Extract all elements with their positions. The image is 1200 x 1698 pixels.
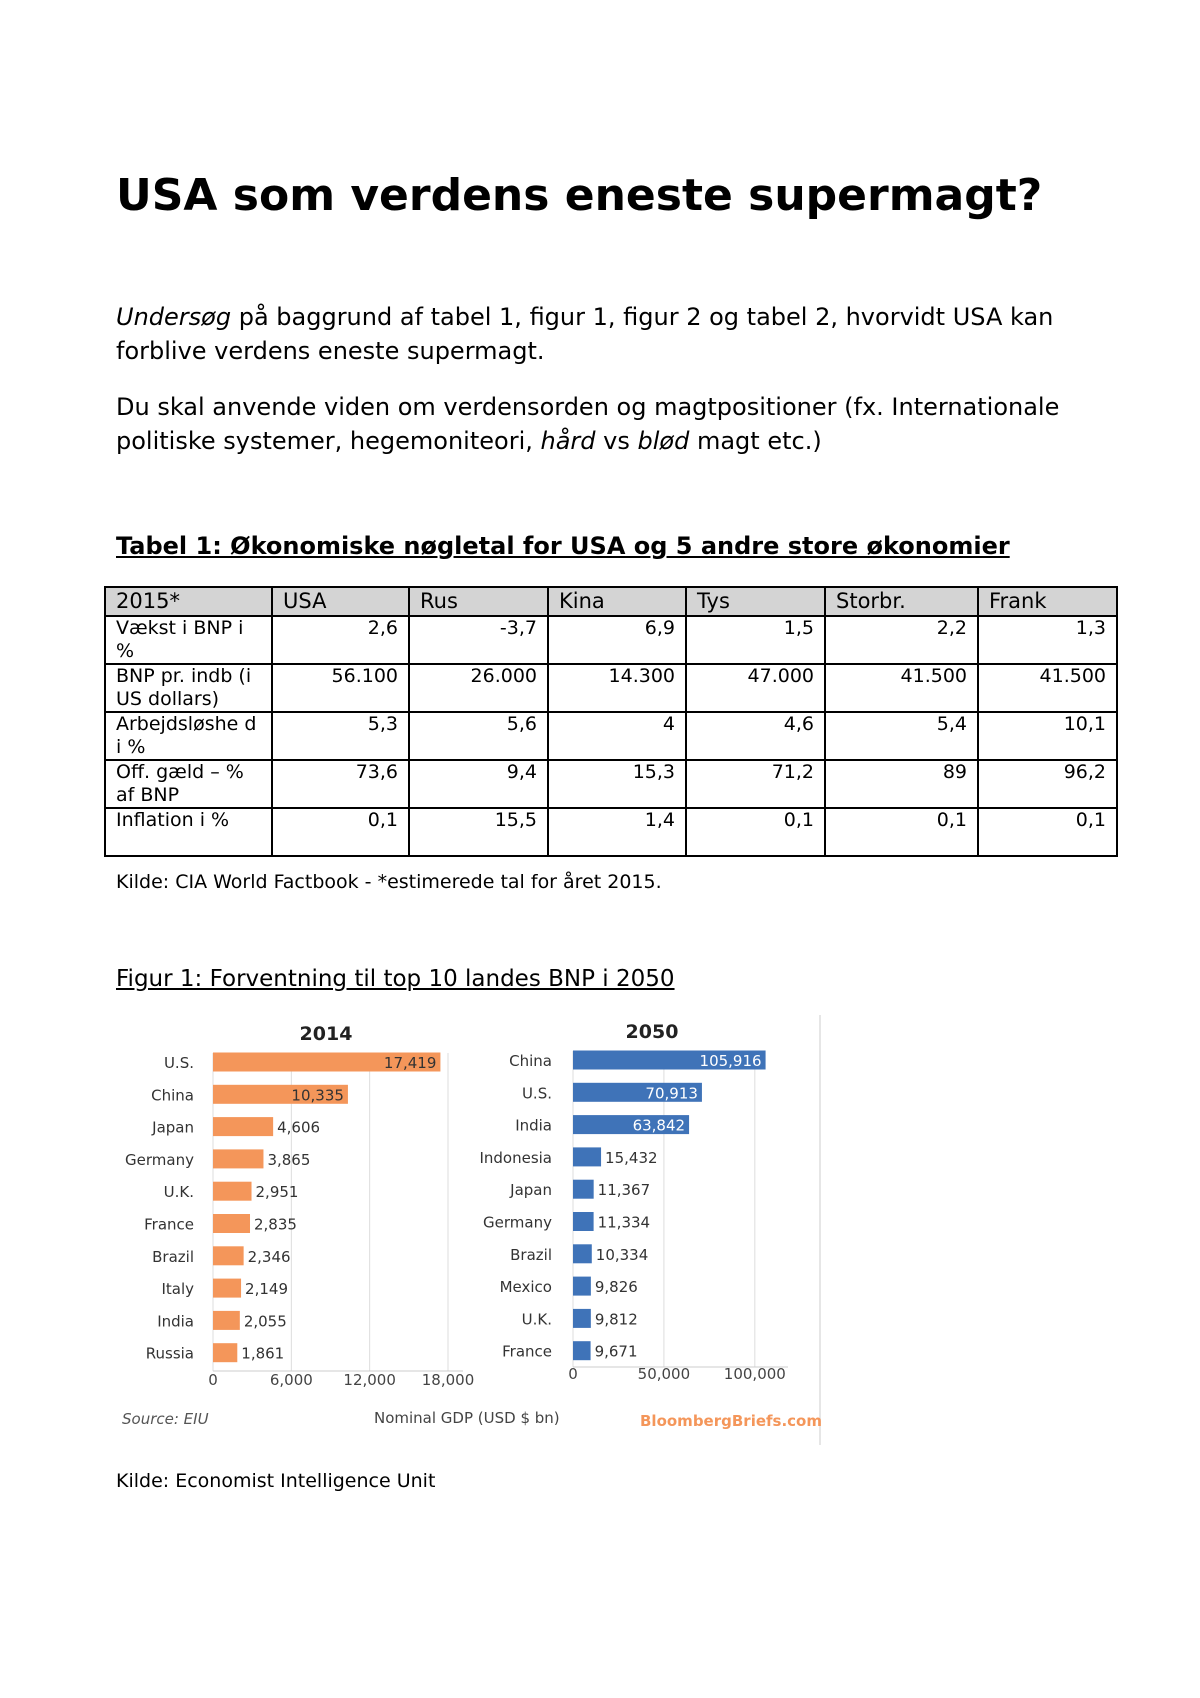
table-header-cell: Frank (978, 587, 1117, 616)
instruction-text-c: vs (595, 427, 638, 455)
table-header-cell: Tys (686, 587, 825, 616)
value-label: 105,916 (699, 1052, 762, 1070)
table-cell: 10,1 (978, 712, 1117, 760)
bar (573, 1244, 592, 1263)
x-tick-label: 0 (568, 1365, 578, 1383)
instruction-paragraph (116, 390, 1096, 458)
table-header-cell: Kina (548, 587, 686, 616)
value-label: 2,951 (255, 1183, 299, 1202)
value-label: 15,432 (605, 1148, 658, 1167)
value-label: 63,842 (632, 1116, 686, 1135)
table-row (105, 808, 1117, 856)
economic-indicators-table (104, 586, 1118, 857)
instruction-text-a: Du skal anvende viden om verdensorden og magtpositioner (fx. Internationale politiske systemer, hegemoniteori, (116, 393, 1060, 455)
table-cell: 0,1 (272, 808, 409, 856)
row-label: Inflation i % (105, 808, 272, 856)
bar (213, 1311, 240, 1330)
table-cell: 4,6 (686, 712, 825, 760)
table-row (105, 664, 1117, 712)
bar (213, 1343, 237, 1362)
table-cell: 73,6 (272, 760, 409, 808)
category-label: U.S. (163, 1054, 194, 1072)
value-label: 10,335 (291, 1086, 344, 1105)
instruction-hard-word: hård (540, 427, 596, 455)
value-label: 17,419 (383, 1054, 437, 1072)
category-label: France (144, 1215, 194, 1234)
table-cell: 0,1 (686, 808, 825, 856)
category-label: Germany (483, 1213, 552, 1232)
table-cell: 26.000 (409, 664, 548, 712)
figure1-title: Figur 1: Forventning til top 10 landes BNP i 2050 (116, 966, 675, 992)
bar (213, 1279, 241, 1298)
category-label: India (157, 1312, 194, 1331)
bar (213, 1149, 263, 1168)
value-label: 2,055 (243, 1312, 287, 1331)
category-label: Germany (125, 1150, 194, 1169)
table-cell: 6,9 (548, 616, 686, 664)
x-tick-label: 12,000 (343, 1371, 396, 1389)
gdp-bar-charts (104, 1015, 824, 1445)
category-label: China (151, 1086, 194, 1105)
category-label: U.S. (521, 1084, 552, 1103)
value-label: 1,861 (241, 1344, 285, 1363)
category-label: France (502, 1342, 552, 1361)
table-header-cell: 2015* (105, 587, 272, 616)
row-label: Off. gæld – % af BNP (105, 760, 272, 808)
table-header-cell: Rus (409, 587, 548, 616)
category-label: Russia (145, 1344, 194, 1363)
table-cell: 56.100 (272, 664, 409, 712)
table-row (105, 712, 1117, 760)
table-cell: 5,6 (409, 712, 548, 760)
bar (213, 1214, 250, 1233)
table-cell: 5,4 (825, 712, 978, 760)
table-cell: 15,3 (548, 760, 686, 808)
category-label: Japan (510, 1181, 552, 1200)
value-label: 11,367 (597, 1181, 651, 1200)
chart-title: 2014 (299, 1023, 353, 1045)
x-tick-label: 6,000 (269, 1371, 313, 1389)
bar (573, 1212, 594, 1231)
category-label: Italy (161, 1280, 194, 1299)
category-label: Japan (152, 1118, 194, 1137)
x-tick-label: 100,000 (723, 1365, 786, 1383)
table-cell: 4 (548, 712, 686, 760)
task-paragraph (116, 300, 1096, 368)
table-cell: 15,5 (409, 808, 548, 856)
table-cell: 2,6 (272, 616, 409, 664)
value-label: 9,671 (594, 1342, 638, 1361)
instruction-text-e: magt etc.) (689, 427, 822, 455)
value-label: 3,865 (267, 1150, 311, 1169)
table-cell: 41.500 (825, 664, 978, 712)
x-tick-label: 0 (208, 1371, 218, 1389)
x-tick-label: 18,000 (421, 1371, 475, 1389)
bar (573, 1277, 591, 1296)
table-header-cell: Storbr. (825, 587, 978, 616)
table-cell: 0,1 (825, 808, 978, 856)
table-cell: 1,4 (548, 808, 686, 856)
category-label: Brazil (510, 1245, 552, 1264)
table-cell: 14.300 (548, 664, 686, 712)
bar (213, 1117, 273, 1136)
table-row (105, 616, 1117, 664)
table-cell: 5,3 (272, 712, 409, 760)
table1-source: Kilde: CIA World Factbook - *estimerede tal for året 2015. (116, 871, 662, 893)
bar (213, 1246, 244, 1265)
chart-source-label: Source: EIU (122, 1410, 209, 1428)
category-label: U.K. (521, 1310, 552, 1329)
bar (573, 1309, 591, 1328)
instruction-soft-word: blød (637, 427, 690, 455)
table-cell: 1,3 (978, 616, 1117, 664)
value-label: 2,835 (254, 1215, 297, 1234)
table-row (105, 760, 1117, 808)
chart-xaxis-label: Nominal GDP (USD $ bn) (374, 1409, 560, 1427)
table-cell: -3,7 (409, 616, 548, 664)
table-cell: 9,4 (409, 760, 548, 808)
category-label: U.K. (163, 1183, 194, 1202)
value-label: 70,913 (645, 1084, 698, 1103)
table-cell: 41.500 (978, 664, 1117, 712)
bar (573, 1147, 601, 1166)
row-label: Vækst i BNP i % (105, 616, 272, 664)
value-label: 10,334 (595, 1245, 649, 1264)
row-label: BNP pr. indb (i US dollars) (105, 664, 272, 712)
value-label: 4,606 (277, 1118, 321, 1137)
category-label: Indonesia (479, 1148, 552, 1167)
category-label: Brazil (152, 1247, 194, 1266)
x-tick-label: 50,000 (637, 1365, 691, 1383)
table-cell: 0,1 (978, 808, 1117, 856)
value-label: 11,334 (597, 1213, 651, 1232)
figure1-source: Kilde: Economist Intelligence Unit (116, 1470, 436, 1492)
bar (213, 1182, 252, 1201)
chart-title: 2050 (625, 1021, 679, 1043)
task-text: på baggrund af tabel 1, figur 1, figur 2 og tabel 2, hvorvidt USA kan forblive verdens eneste supermagt. (116, 303, 1054, 365)
page-title: USA som verdens eneste supermagt? (116, 170, 1043, 221)
bar (573, 1341, 591, 1360)
table-cell: 47.000 (686, 664, 825, 712)
table-header-cell: USA (272, 587, 409, 616)
table-cell: 71,2 (686, 760, 825, 808)
table-cell: 2,2 (825, 616, 978, 664)
value-label: 9,812 (594, 1310, 638, 1329)
category-label: China (509, 1052, 552, 1070)
table-cell: 1,5 (686, 616, 825, 664)
row-label: Arbejdsløshe d i % (105, 712, 272, 760)
bar (573, 1180, 594, 1199)
category-label: Mexico (499, 1278, 552, 1297)
value-label: 2,149 (245, 1280, 289, 1299)
task-lead-word: Undersøg (116, 303, 232, 331)
table1-title: Tabel 1: Økonomiske nøgletal for USA og 5 andre store økonomier (116, 532, 1010, 560)
bloomberg-brand-label: BloombergBriefs.com (640, 1412, 822, 1430)
table-cell: 89 (825, 760, 978, 808)
value-label: 9,826 (594, 1278, 638, 1297)
table-header-row (105, 587, 1117, 616)
table-cell: 96,2 (978, 760, 1117, 808)
category-label: India (515, 1116, 552, 1135)
value-label: 2,346 (247, 1247, 291, 1266)
